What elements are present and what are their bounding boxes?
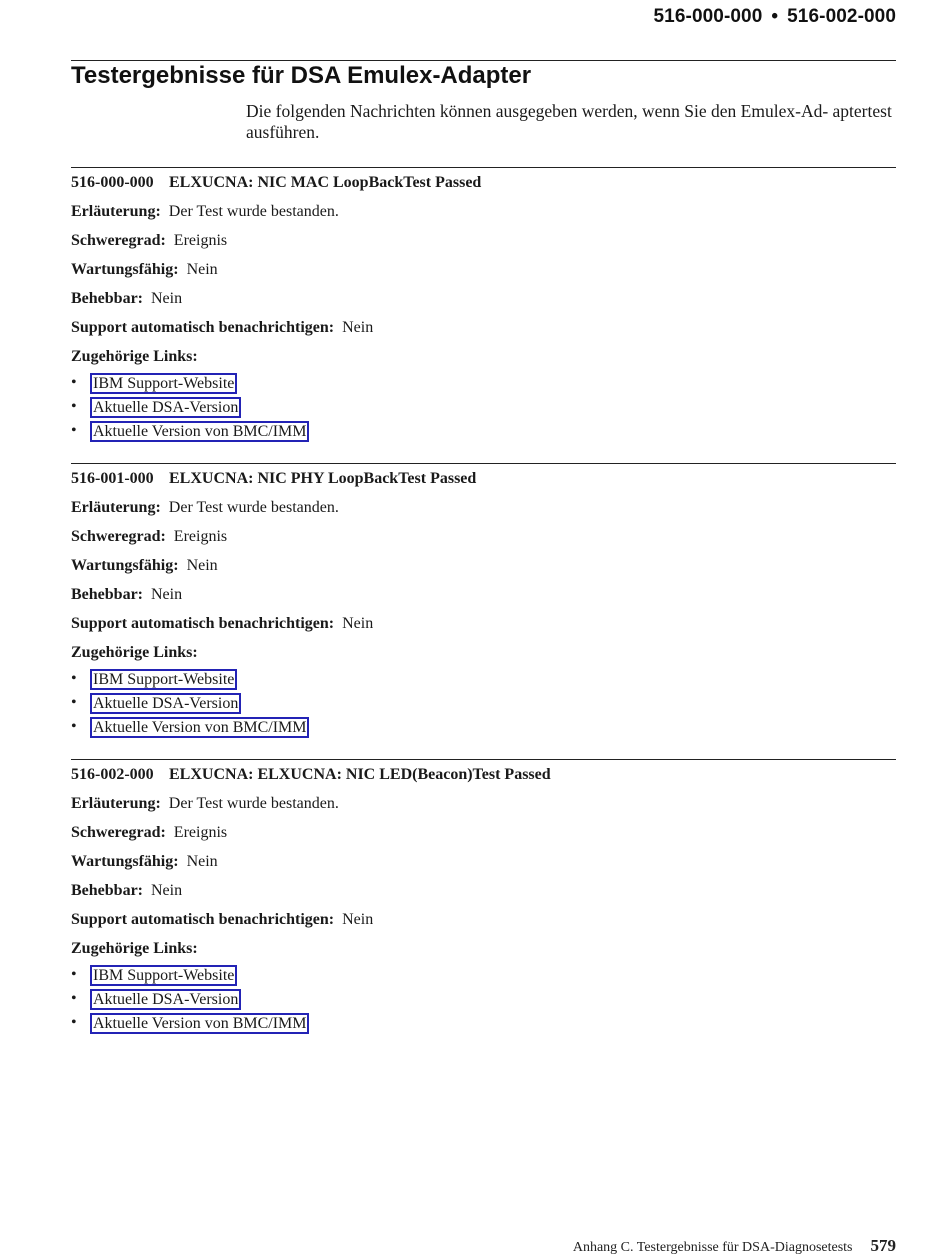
severity-row	[71, 528, 896, 550]
related-link[interactable]: Aktuelle DSA-Version	[90, 989, 241, 1010]
notify-support-value: Nein	[342, 911, 374, 928]
header-code-start: 516-000-000	[653, 6, 763, 27]
message-text: ELXUCNA: NIC PHY LoopBackTest Passed	[169, 470, 477, 487]
header-separator: •	[771, 6, 779, 27]
title-rule	[71, 60, 896, 61]
explanation-value: Der Test wurde bestanden.	[168, 795, 339, 812]
related-links-label: Zugehörige Links:	[71, 348, 198, 365]
link-item	[71, 419, 896, 443]
page-title: Testergebnisse für DSA Emulex-Adapter	[71, 62, 532, 89]
entry-heading	[71, 470, 896, 492]
page-footer	[573, 1236, 896, 1256]
recoverable-row	[71, 882, 896, 904]
page-header	[654, 6, 896, 28]
notify-support-label: Support automatisch benachrichtigen:	[71, 615, 335, 632]
serviceable-row	[71, 261, 896, 283]
message-code: 516-002-000	[71, 766, 154, 783]
notify-support-value: Nein	[342, 615, 374, 632]
serviceable-row	[71, 557, 896, 579]
message-entry	[71, 167, 896, 443]
bullet: •	[71, 422, 77, 439]
link-item	[71, 987, 896, 1011]
related-links-list	[71, 371, 896, 443]
explanation-row	[71, 203, 896, 225]
bullet: •	[71, 718, 77, 735]
related-link[interactable]: Aktuelle Version von BMC/IMM	[90, 1013, 309, 1034]
notify-support-row	[71, 911, 896, 933]
related-links-label: Zugehörige Links:	[71, 940, 198, 957]
link-item	[71, 395, 896, 419]
recoverable-row	[71, 586, 896, 608]
bullet: •	[71, 966, 77, 983]
entry-rule	[71, 463, 896, 464]
explanation-row	[71, 499, 896, 521]
recoverable-label: Behebbar:	[71, 882, 143, 899]
serviceable-value: Nein	[186, 853, 218, 870]
severity-value: Ereignis	[173, 528, 228, 545]
serviceable-value: Nein	[186, 261, 218, 278]
bullet: •	[71, 670, 77, 687]
explanation-row	[71, 795, 896, 817]
message-text: ELXUCNA: NIC MAC LoopBackTest Passed	[169, 174, 482, 191]
explanation-value: Der Test wurde bestanden.	[168, 203, 339, 220]
footer-text: Anhang C. Testergebnisse für DSA-Diagnosetests	[572, 1240, 853, 1255]
recoverable-label: Behebbar:	[71, 290, 143, 307]
severity-label: Schweregrad:	[71, 824, 166, 841]
related-link[interactable]: Aktuelle Version von BMC/IMM	[90, 717, 309, 738]
notify-support-row	[71, 319, 896, 341]
recoverable-row	[71, 290, 896, 312]
recoverable-label: Behebbar:	[71, 586, 143, 603]
message-entry	[71, 759, 896, 1035]
related-link[interactable]: Aktuelle Version von BMC/IMM	[90, 421, 309, 442]
serviceable-value: Nein	[186, 557, 218, 574]
entry-rule	[71, 759, 896, 760]
explanation-value: Der Test wurde bestanden.	[168, 499, 339, 516]
serviceable-label: Wartungsfähig:	[71, 853, 179, 870]
page-number: 579	[870, 1236, 896, 1255]
related-link[interactable]: Aktuelle DSA-Version	[90, 397, 241, 418]
severity-label: Schweregrad:	[71, 528, 166, 545]
explanation-label: Erläuterung:	[71, 795, 161, 812]
severity-value: Ereignis	[173, 824, 228, 841]
recoverable-value: Nein	[151, 882, 183, 899]
explanation-label: Erläuterung:	[71, 499, 161, 516]
notify-support-label: Support automatisch benachrichtigen:	[71, 319, 335, 336]
header-code-end: 516-002-000	[787, 6, 896, 27]
bullet: •	[71, 694, 77, 711]
intro-text: Die folgenden Nachrichten können ausgegeben werden, wenn Sie den Emulex-Ad- aptertest ausführen.	[246, 101, 892, 142]
bullet: •	[71, 374, 77, 391]
message-code: 516-000-000	[71, 174, 154, 191]
related-links-list	[71, 667, 896, 739]
link-item	[71, 691, 896, 715]
related-link[interactable]: Aktuelle DSA-Version	[90, 693, 241, 714]
entry-heading	[71, 766, 896, 788]
serviceable-label: Wartungsfähig:	[71, 261, 179, 278]
related-links-label: Zugehörige Links:	[71, 644, 198, 661]
link-item	[71, 963, 896, 987]
explanation-label: Erläuterung:	[71, 203, 161, 220]
entry-rule	[71, 167, 896, 168]
severity-label: Schweregrad:	[71, 232, 166, 249]
link-item	[71, 1011, 896, 1035]
related-link[interactable]: IBM Support-Website	[90, 669, 237, 690]
recoverable-value: Nein	[151, 290, 183, 307]
bullet: •	[71, 990, 77, 1007]
message-entry	[71, 463, 896, 739]
link-item	[71, 715, 896, 739]
link-item	[71, 371, 896, 395]
entry-heading	[71, 174, 896, 196]
serviceable-label: Wartungsfähig:	[71, 557, 179, 574]
bullet: •	[71, 398, 77, 415]
severity-value: Ereignis	[173, 232, 228, 249]
link-item	[71, 667, 896, 691]
recoverable-value: Nein	[151, 586, 183, 603]
related-links-list	[71, 963, 896, 1035]
notify-support-value: Nein	[342, 319, 374, 336]
severity-row	[71, 824, 896, 846]
message-text: ELXUCNA: ELXUCNA: NIC LED(Beacon)Test Passed	[169, 766, 551, 783]
notify-support-label: Support automatisch benachrichtigen:	[71, 911, 335, 928]
severity-row	[71, 232, 896, 254]
serviceable-row	[71, 853, 896, 875]
related-link[interactable]: IBM Support-Website	[90, 965, 237, 986]
related-link[interactable]: IBM Support-Website	[90, 373, 237, 394]
notify-support-row	[71, 615, 896, 637]
bullet: •	[71, 1014, 77, 1031]
message-code: 516-001-000	[71, 470, 154, 487]
